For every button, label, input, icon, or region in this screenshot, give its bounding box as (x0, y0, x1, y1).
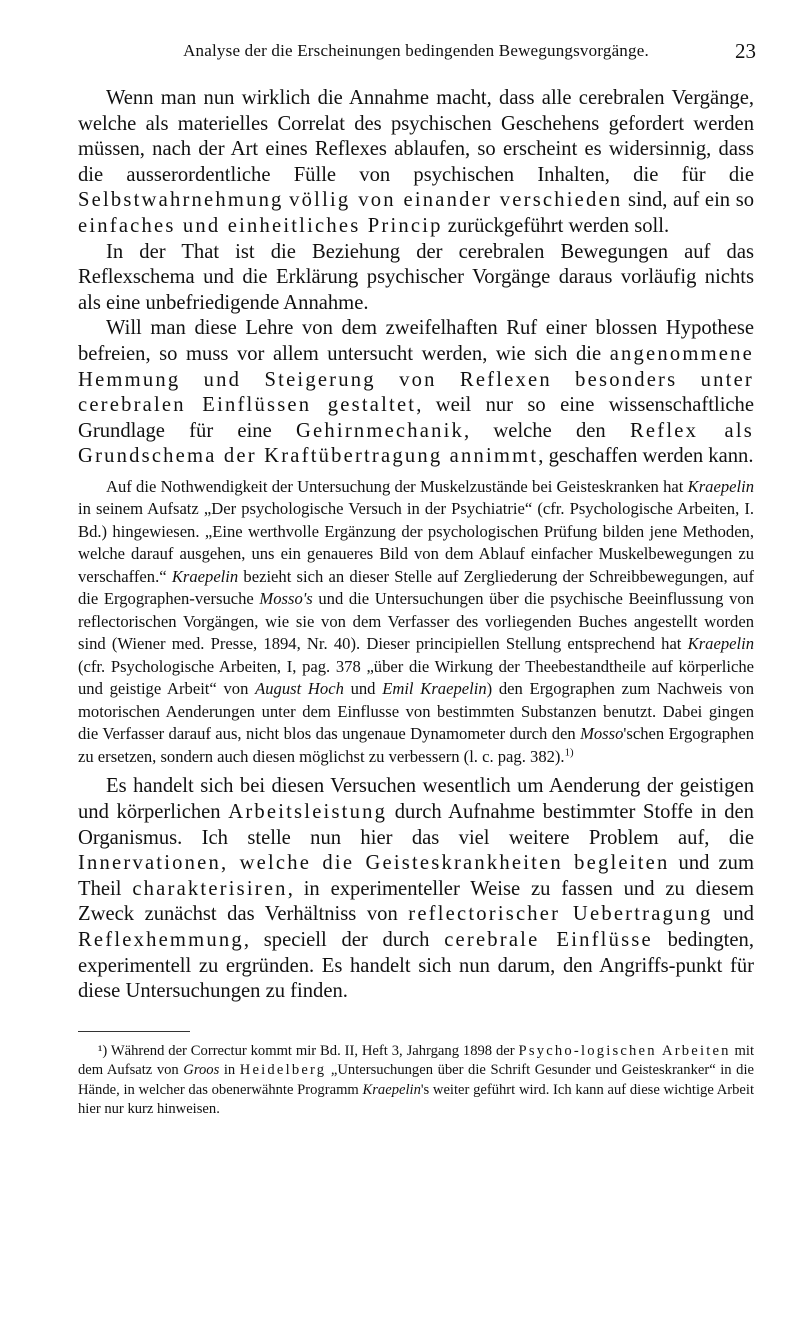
spaced-text: Reflexhemmung (78, 928, 244, 951)
paragraph-2: In der That ist die Beziehung der cerebralen Bewegungen auf das Reflexschema und die Erklärung psychischer Vorgänge daraus vorläufig nichts als eine unbefriedigende Annahme. (78, 240, 754, 314)
text: Während der Correctur kommt mir Bd. II, Heft 3, Jahrgang 1898 der (107, 1042, 519, 1059)
spaced-text: Innervationen, welche die Geisteskrankheiten begleiten (78, 852, 670, 875)
author-name: Mosso (580, 724, 624, 744)
text: Will man diese Lehre von dem zweifelhaften Ruf einer blossen Hypothese befreien, so muss vor allem untersucht werden, wie sich die (78, 317, 754, 365)
text: und zum Theil (78, 852, 754, 900)
text: , in experimenteller Weise zu fassen und zu diesem Zweck zunächst das Verhältniss von (78, 877, 754, 926)
author-name: Kraepelin (687, 634, 754, 654)
text: in seinem Aufsatz „Der psychologische Versuch in der Psychiatrie“ (cfr. Psychologische Arbeiten, I. Bd.) hingewiesen. „Eine werthvolle Ergänzung der psychologischen Prüfung bilden jene Methoden, welche darauf ausgehen, uns ein genaueres Bild von dem Ablauf einfacher Muskelbewegungen zu verschaffen.“ (78, 499, 754, 586)
paragraph-1 (78, 86, 754, 240)
text: bedingten, experimentell zu ergründen. Es handelt sich nun darum, den Angriffs-punkt für diese Untersuchungen zu finden. (78, 928, 754, 1003)
spaced-text: Selbstwahrnehmung (78, 189, 284, 212)
spaced-text: Reflex als Grundschema der Kraftübertragung annimmt (78, 419, 755, 468)
text: bezieht sich an dieser Stelle auf Zergliederung der Schreibbewegungen, auf die Ergographen-versuche (78, 566, 755, 609)
text: „Untersuchungen über die Schrift Gesunder und Geisteskranker“ in die Hände, in welcher das obenerwähnte Programm (78, 1062, 754, 1098)
footnote-marker: ¹) (98, 1042, 108, 1059)
text: , geschaffen werden kann. (538, 445, 754, 468)
text: , welche den (464, 419, 630, 442)
footnote (78, 1042, 754, 1120)
author-name: Mosso's (259, 589, 313, 609)
book-page (78, 36, 754, 1119)
text: zurückgeführt werden soll. (442, 214, 670, 237)
author-name: Emil Kraepelin (382, 679, 487, 699)
text: , weil nur so eine wissenschaftliche Grundlage für eine (78, 394, 754, 442)
text: Auf die Nothwendigkeit der Untersuchung der Muskelzustände bei Geisteskranken hat (106, 476, 688, 496)
spaced-text: einfaches und einheitliches Princip (78, 214, 443, 237)
header-title: Analyse der die Erscheinungen bedingenden Bewegungsvorgänge. (183, 41, 649, 60)
text: (cfr. Psychologische Arbeiten, I, pag. 378 „über die Wirkung der Theebestandtheile auf körperliche und geistige Arbeit“ von (78, 656, 754, 699)
text: Wenn man nun wirklich die Annahme macht, dass alle cerebralen Vergänge, welche als materielles Correlat des psychischen Geschehens gefordert werden müssen, nach der Art eines Reflexes ablaufen, so erscheint es widersinnig, dass die ausserordentliche Fülle von psychischen Inhalten, die für die (78, 87, 754, 186)
author-name: Kraepelin (362, 1081, 421, 1098)
spaced-text: charakterisiren (132, 877, 288, 900)
small-print-paragraph (78, 476, 754, 769)
spaced-text: völlig von einander verschieden (289, 189, 623, 212)
author-name: Kraepelin (687, 476, 754, 496)
text: 'schen Ergographen zu ersetzen, sondern auch diesen möglichst zu verbessern (l. c. pag. 382). (78, 724, 754, 766)
text: Es handelt sich bei diesen Versuchen wesentlich um Aenderung der geistigen und körperlichen (78, 775, 754, 823)
text: 's weiter geführt wird. Ich kann auf diese wichtige Arbeit hier nur kurz hinweisen. (78, 1081, 755, 1117)
footnote-reference: 1) (564, 746, 574, 759)
text: und (343, 679, 383, 699)
spaced-text: angenommene Hemmung und Steigerung von Reflexen besonders unter cerebralen Einflüssen gestaltet (78, 342, 754, 417)
running-header (78, 36, 754, 66)
text: ) den Ergographen zum Nachweis von motorischen Aenderungen unter dem Einflusse von bestimmten Substanzen benutzt. Dabei gingen die Verfasser darauf aus, nicht blos das ungenaue Dynamometer durch den (78, 679, 755, 744)
spaced-text: Psycho-logischen Arbeiten (518, 1042, 731, 1059)
spaced-text: Heidelberg (239, 1062, 327, 1079)
page-number: 23 (735, 39, 756, 63)
spaced-text: Gehirnmechanik (295, 419, 465, 442)
author-name: Kraepelin (171, 566, 239, 586)
paragraph-3 (78, 316, 754, 470)
text: und die Untersuchungen über die psychische Beeinflussung von reflectorischen Vorgängen, wie sie von dem Verfasser des vorliegenden Buches angestellt worden sind (Wiener med. Presse, 1894, Nr. 40). Dieser principiellen Stellung entsprechend hat (78, 589, 754, 654)
footnote-divider (78, 1031, 190, 1032)
text: in (219, 1062, 240, 1079)
spaced-text: cerebrale Einflüsse (444, 928, 653, 951)
text: , speciell der durch (243, 928, 445, 951)
text: und (712, 903, 754, 926)
text: durch Aufnahme bestimmter Stoffe in den Organismus. Ich stelle nun hier das viel weitere Problem auf, die (78, 801, 754, 849)
text: sind, auf ein so (622, 189, 755, 212)
author-name: Groos (183, 1062, 220, 1079)
spaced-text: reflectorischer Uebertragung (408, 903, 713, 926)
paragraph-4 (78, 774, 754, 1004)
text: mit dem Aufsatz von (78, 1042, 755, 1079)
author-name: August Hoch (255, 679, 344, 699)
spaced-text: Arbeitsleistung (228, 801, 388, 823)
